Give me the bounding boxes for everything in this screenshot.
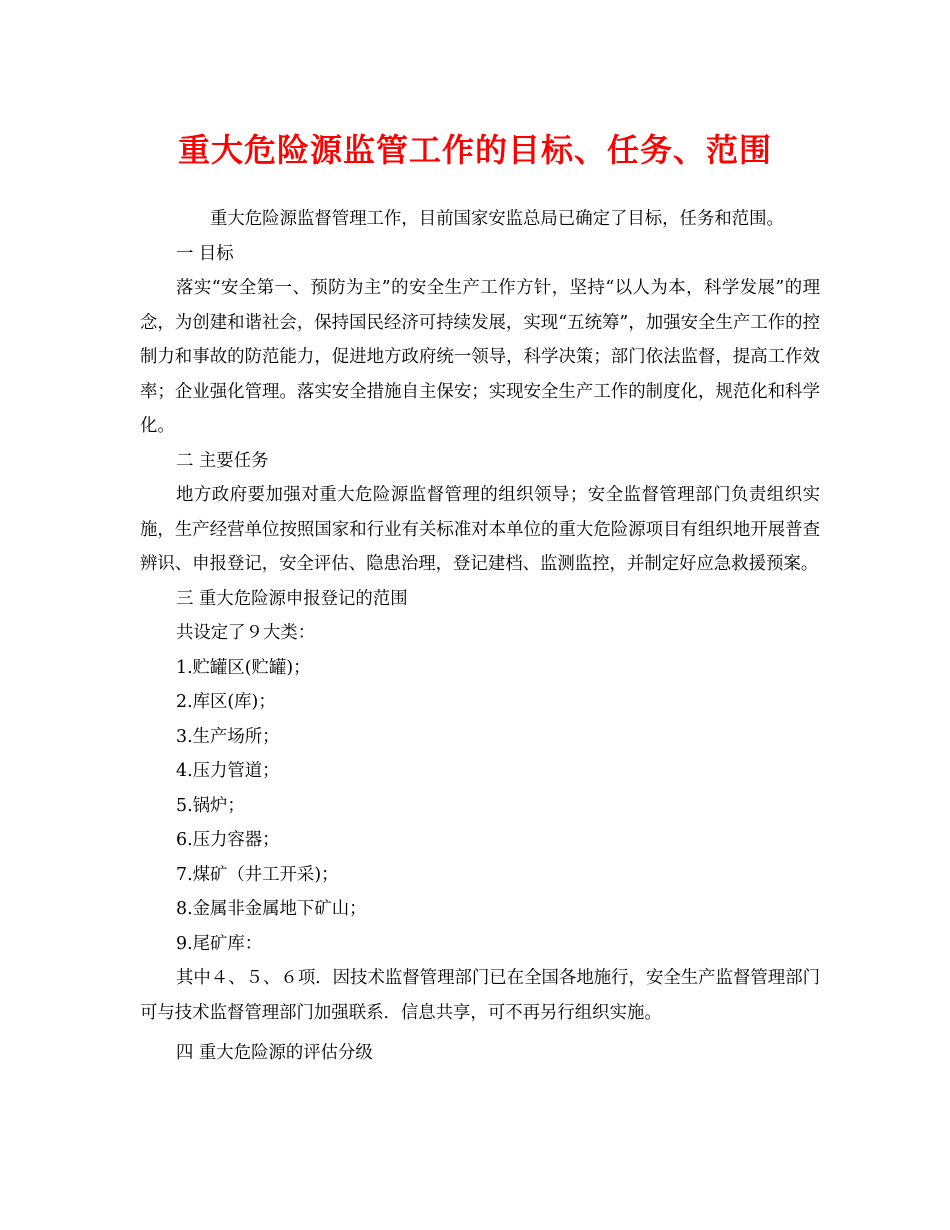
section-1-paragraph: 落实“安全第一、预防为主”的安全生产工作方针，坚持“以人为本，科学发展”的理念，为创建和谐社会，保持国民经济可持续发展，实现“五统筹”，加强安全生产工作的控制力和事故的防范能力，促进地方政府统一领导，科学决策；部门依法监督，提高工作效率；企业强化管理。落实安全措施自主保安；实现安全生产工作的制度化，规范化和科学化。	[140, 278, 820, 436]
category-item: 8.金属非金属地下矿山；	[176, 899, 367, 919]
section-3-lead: 共设定了９大类：	[176, 623, 316, 643]
section-2-heading: 二 主要任务	[176, 450, 269, 471]
section-3-note: 其中４、５、６项．因技术监督管理部门已在全国各地施行，安全生产监督管理部门可与技术监督管理部门加强联系．信息共享，可不再另行组织实施。	[140, 968, 820, 1023]
category-item: 3.生产场所；	[176, 726, 280, 747]
section-3-heading: 三 重大危险源申报登记的范围	[176, 588, 408, 609]
section-2-paragraph: 地方政府要加强对重大危险源监督管理的组织领导；安全监督管理部门负责组织实施，生产经营单位按照国家和行业有关标准对本单位的重大危险源项目有组织地开展普查辨识、申报登记，安全评估、隐患治理，登记建档、监测监控，并制定好应急救援预案。	[140, 485, 820, 574]
category-item: 7.煤矿（井工开采)；	[176, 864, 339, 885]
intro-paragraph: 重大危险源监督管理工作，目前国家安监总局已确定了目标，任务和范围。	[210, 209, 784, 229]
category-item: 9.尾矿库：	[176, 933, 263, 954]
category-item: 1.贮罐区(贮罐)；	[176, 657, 311, 678]
category-item: 2.库区(库)；	[176, 692, 276, 712]
document-body	[140, 202, 820, 1071]
section-4-heading: 四 重大危险源的评估分级	[176, 1043, 373, 1063]
category-item: 5.锅炉；	[176, 795, 245, 816]
category-item: 6.压力容器；	[176, 830, 280, 850]
category-item: 4.压力管道；	[176, 761, 280, 781]
section-1-heading: 一 目标	[176, 243, 234, 264]
document-title: 重大危险源监管工作的目标、任务、范围	[177, 131, 772, 169]
